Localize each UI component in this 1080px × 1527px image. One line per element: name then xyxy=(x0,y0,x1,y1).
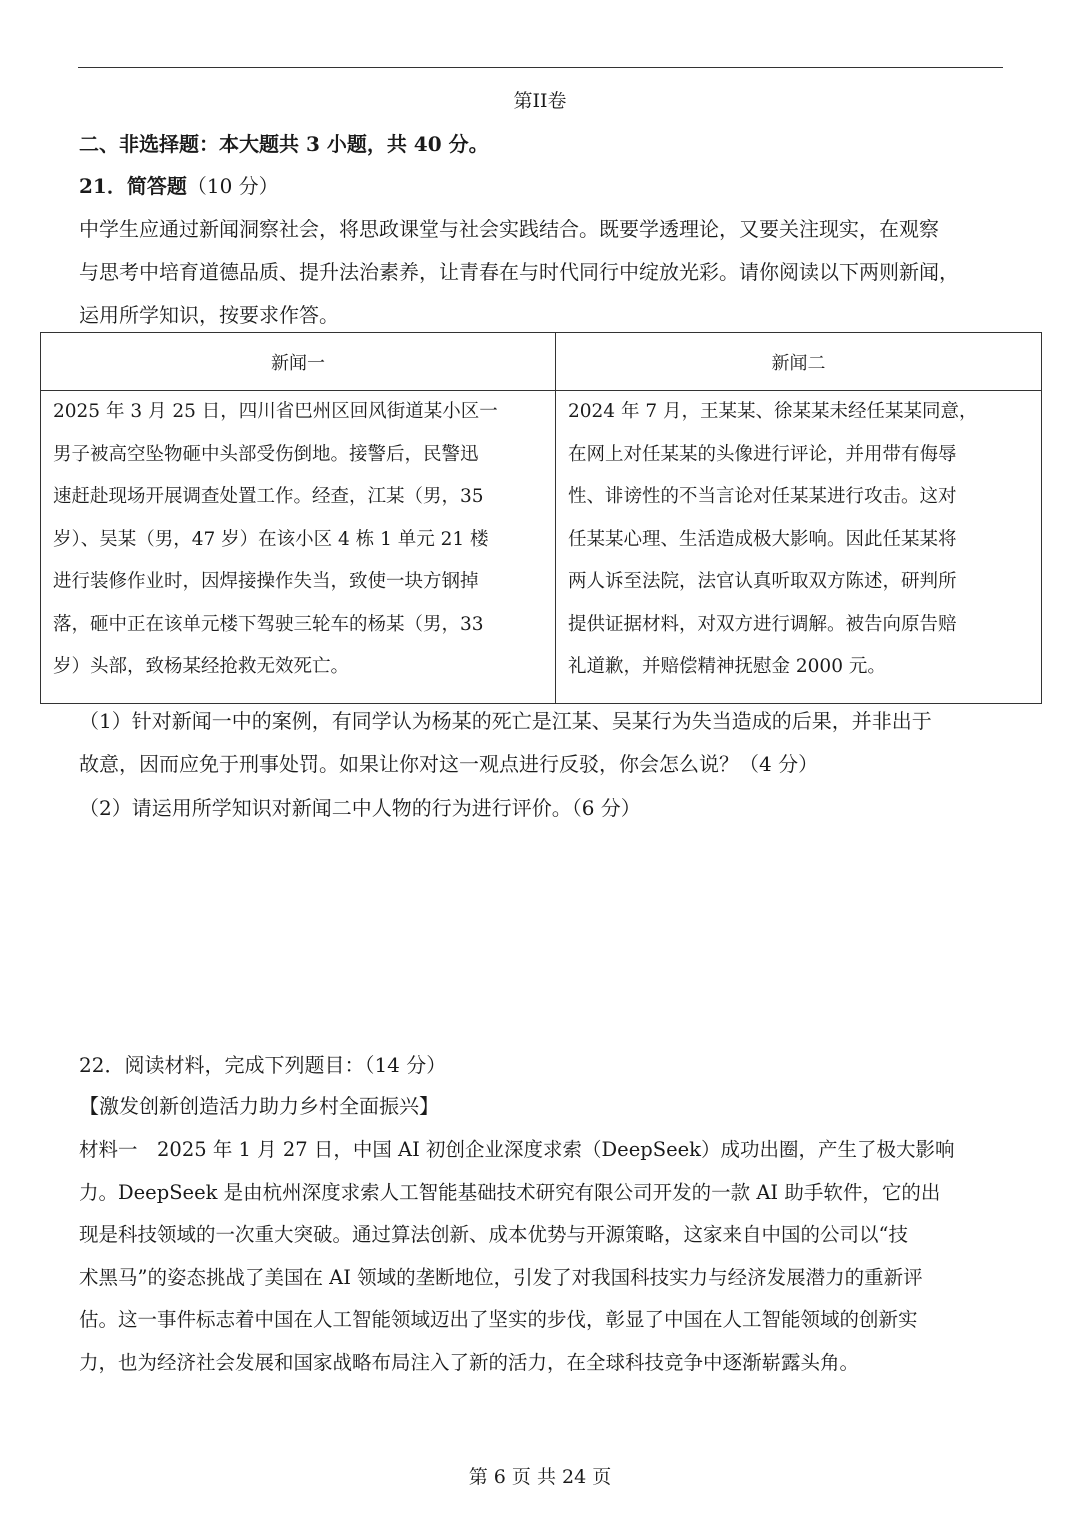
news2-cell xyxy=(556,391,1042,704)
question-21-points: （10 分） xyxy=(186,174,279,198)
news2-line: 提供证据材料，对双方进行调解。被告向原告赔 xyxy=(568,613,957,635)
news2-line: 在网上对任某某的头像进行评论，并用带有侮辱 xyxy=(568,443,957,465)
question-22-subtitle: 【激发创新创造活力助力乡村全面振兴】 xyxy=(79,1094,439,1118)
news1-line: 落，砸中正在该单元楼下驾驶三轮车的杨某（男，33 xyxy=(53,613,484,635)
news-table-header-row xyxy=(41,333,1042,391)
news1-line: 男子被高空坠物砸中头部受伤倒地。接警后，民警迅 xyxy=(53,443,479,465)
news1-line: 岁）头部，致杨某经抢救无效死亡。 xyxy=(53,656,350,677)
sub-question-line: （1）针对新闻一中的案例，有同学认为杨某的死亡是江某、吴某行为失当造成的后果，并非出于 xyxy=(79,709,932,733)
news1-line: 2025 年 3 月 25 日，四川省巴州区回风街道某小区一 xyxy=(53,401,498,422)
news-table-body-row xyxy=(41,391,1042,704)
sub-question-1 xyxy=(79,700,1019,786)
news2-line: 性、诽谤性的不当言论对任某某进行攻击。这对 xyxy=(568,486,957,507)
news2-line: 任某某心理、生活造成极大影响。因此任某某将 xyxy=(568,528,957,550)
material-line: 力。DeepSeek 是由杭州深度求索人工智能基础技术研究有限公司开发的一款 AI 助手软件，它的出 xyxy=(79,1180,941,1204)
material-line: 术黑马”的姿态挑战了美国在 AI 领域的垄断地位，引发了对我国科技实力与经济发展潜力的重新评 xyxy=(79,1265,923,1289)
material-line: 材料一 2025 年 1 月 27 日，中国 AI 初创企业深度求索（DeepSeek）成功出圈，产生了极大影响 xyxy=(79,1138,955,1161)
news2-line: 礼道歉，并赔偿精神抚慰金 2000 元。 xyxy=(568,656,886,677)
question-22-heading xyxy=(79,1045,1019,1127)
volume-title: 第II卷 xyxy=(513,90,567,112)
question-21-label: 21．简答题 xyxy=(79,174,187,198)
material-line: 现是科技领域的一次重大突破。通过算法创新、成本优势与开源策略，这家来自中国的公司以“技 xyxy=(79,1223,908,1246)
material-line: 估。这一事件标志着中国在人工智能领域迈出了坚实的步伐，彰显了中国在人工智能领域的创新实 xyxy=(79,1308,918,1331)
news1-line: 速赶赴现场开展调查处置工作。经查，江某（男，35 xyxy=(53,486,484,507)
question-21-intro xyxy=(79,208,1014,337)
page-number: 第 6 页 共 24 页 xyxy=(468,1466,612,1488)
sub-question-line: （2）请运用所学知识对新闻二中人物的行为进行评价。（6 分） xyxy=(79,796,641,820)
intro-line: 与思考中培育道德品质、提升法治素养，让青春在与时代同行中绽放光彩。请你阅读以下两则新闻， xyxy=(79,260,959,284)
news1-cell xyxy=(41,391,556,704)
news2-line: 两人诉至法院，法官认真听取双方陈述，研判所 xyxy=(568,571,957,592)
question-22-title: 22．阅读材料，完成下列题目：（14 分） xyxy=(79,1053,447,1077)
header-rule xyxy=(78,67,1003,68)
news2-header: 新闻二 xyxy=(556,333,1042,391)
sub-question-2 xyxy=(79,787,1019,830)
news2-line: 2024 年 7 月，王某某、徐某某未经任某某同意， xyxy=(568,401,978,422)
news-table xyxy=(40,332,1042,704)
intro-line: 运用所学知识，按要求作答。 xyxy=(79,303,339,327)
news1-line: 岁）、吴某（男，47 岁）在该小区 4 栋 1 单元 21 楼 xyxy=(53,528,489,550)
section-title: 二、非选择题：本大题共 3 小题，共 40 分。 xyxy=(79,132,489,156)
sub-question-line: 故意，因而应免于刑事处罚。如果让你对这一观点进行反驳，你会怎么说？（4 分） xyxy=(79,752,819,776)
material-one xyxy=(79,1129,1019,1384)
news1-header: 新闻一 xyxy=(41,333,556,391)
intro-line: 中学生应通过新闻洞察社会，将思政课堂与社会实践结合。既要学透理论，又要关注现实，在观察 xyxy=(79,217,939,241)
question-21-heading xyxy=(79,170,279,199)
news1-line: 进行装修作业时，因焊接操作失当，致使一块方钢掉 xyxy=(53,571,479,592)
material-line: 力，也为经济社会发展和国家战略布局注入了新的活力，在全球科技竞争中逐渐崭露头角。 xyxy=(79,1350,860,1374)
